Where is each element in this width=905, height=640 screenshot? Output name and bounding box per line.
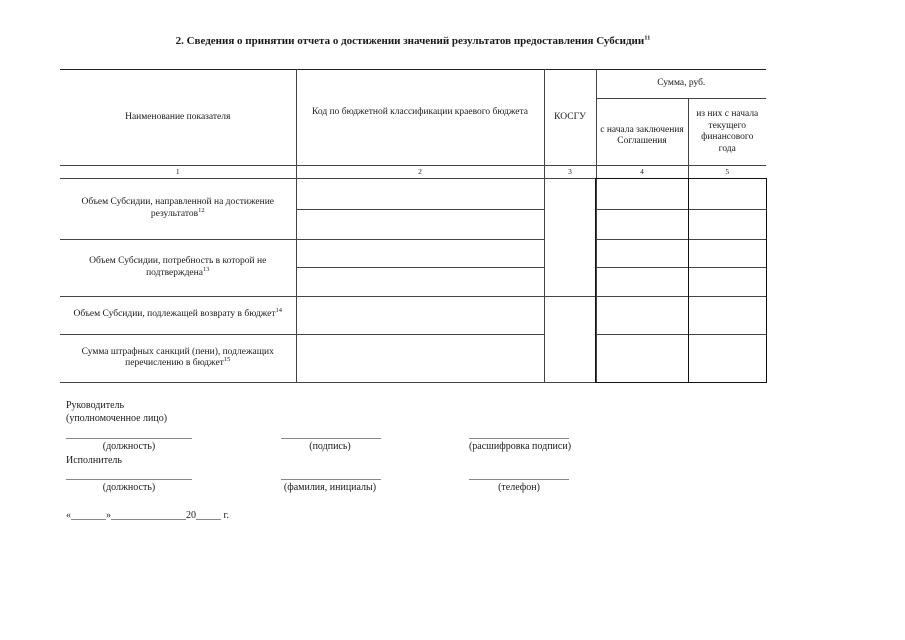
executor-name-caption: (фамилия, инициалы)	[283, 482, 377, 493]
header-sum-since-agreement: с начала заключения Соглашения	[596, 99, 688, 166]
header-sum-current-year: из них с начала текущего финансового года	[688, 99, 766, 166]
header-budget-code-text: Код по бюджетной классификации краевого бюджета	[312, 106, 528, 117]
head-subtitle: (уполномоченное лицо)	[66, 413, 168, 424]
head-signature-line[interactable]	[281, 438, 381, 439]
header-budget-code	[296, 70, 544, 166]
head-signature-caption: (подпись)	[309, 441, 351, 452]
sum-cell[interactable]	[688, 209, 766, 239]
section-title-text: 2. Сведения о принятии отчета о достижении значений результатов предоставления Субсидии	[175, 35, 645, 47]
kosgu-cell[interactable]	[544, 296, 596, 382]
table-row	[60, 296, 766, 334]
head-decoding-caption: (расшифровка подписи)	[468, 441, 572, 452]
sum-cell[interactable]	[688, 178, 766, 209]
row-label-text: Объем Субсидии, подлежащей возврату в бюджет	[73, 309, 276, 320]
header-kosgu: КОСГУ	[544, 70, 596, 166]
budget-code-cell[interactable]	[296, 296, 544, 334]
sum-cell[interactable]	[596, 334, 688, 382]
sum-cell[interactable]	[596, 267, 688, 296]
executor-phone-line[interactable]	[469, 479, 569, 480]
sum-cell[interactable]	[688, 239, 766, 267]
row-label	[60, 296, 296, 334]
sum-cell[interactable]	[596, 296, 688, 334]
column-number-row	[60, 166, 766, 179]
footnote-ref: 15	[223, 355, 231, 363]
row-label-text: Сумма штрафных санкций (пени), подлежащих перечислению в бюджет	[81, 346, 274, 368]
col-number: 5	[688, 166, 766, 179]
executor-name-line[interactable]	[281, 479, 381, 480]
footnote-ref: 14	[275, 307, 282, 315]
col-number: 1	[60, 166, 296, 179]
sum-cell[interactable]	[688, 267, 766, 296]
sum-cell[interactable]	[688, 296, 766, 334]
date-line: «_______»_______________20_____ г.	[66, 510, 229, 521]
table-row	[60, 239, 766, 267]
head-title: Руководитель	[66, 400, 125, 411]
executor-position-line[interactable]	[66, 479, 192, 480]
sum-cell[interactable]	[596, 178, 688, 209]
table-row	[60, 178, 766, 209]
footnote-ref: 13	[202, 265, 210, 273]
header-sum-group: Сумма, руб.	[596, 70, 766, 99]
budget-code-cell[interactable]	[296, 239, 544, 267]
budget-code-cell[interactable]	[296, 334, 544, 382]
col-number: 4	[596, 166, 688, 179]
col-number: 2	[296, 166, 544, 179]
budget-code-cell[interactable]	[296, 267, 544, 296]
row-label	[60, 239, 296, 296]
sum-cell[interactable]	[596, 239, 688, 267]
sum-cell[interactable]	[688, 334, 766, 382]
executor-position-caption: (должность)	[102, 482, 156, 493]
row-label	[60, 178, 296, 239]
header-row	[60, 70, 766, 99]
head-position-line[interactable]	[66, 438, 192, 439]
report-table	[60, 69, 766, 383]
head-decoding-line[interactable]	[469, 438, 569, 439]
sum-cell[interactable]	[596, 209, 688, 239]
executor-phone-caption: (телефон)	[498, 482, 540, 493]
executor-title: Исполнитель	[66, 455, 122, 466]
head-position-caption: (должность)	[102, 441, 156, 452]
kosgu-cell[interactable]	[544, 178, 596, 296]
section-title	[60, 35, 766, 47]
row-label-text: Объем Субсидии, направленной на достижение результатов	[81, 197, 274, 219]
footnote-ref: 11	[644, 34, 651, 42]
budget-code-cell[interactable]	[296, 178, 544, 209]
header-indicator-name: Наименование показателя	[60, 70, 296, 166]
row-label-text: Объем Субсидии, потребность в которой не подтверждена	[89, 256, 267, 278]
table-row	[60, 334, 766, 382]
footnote-ref: 12	[198, 206, 205, 214]
col-number: 3	[544, 166, 596, 179]
row-label	[60, 334, 296, 382]
budget-code-cell[interactable]	[296, 209, 544, 239]
